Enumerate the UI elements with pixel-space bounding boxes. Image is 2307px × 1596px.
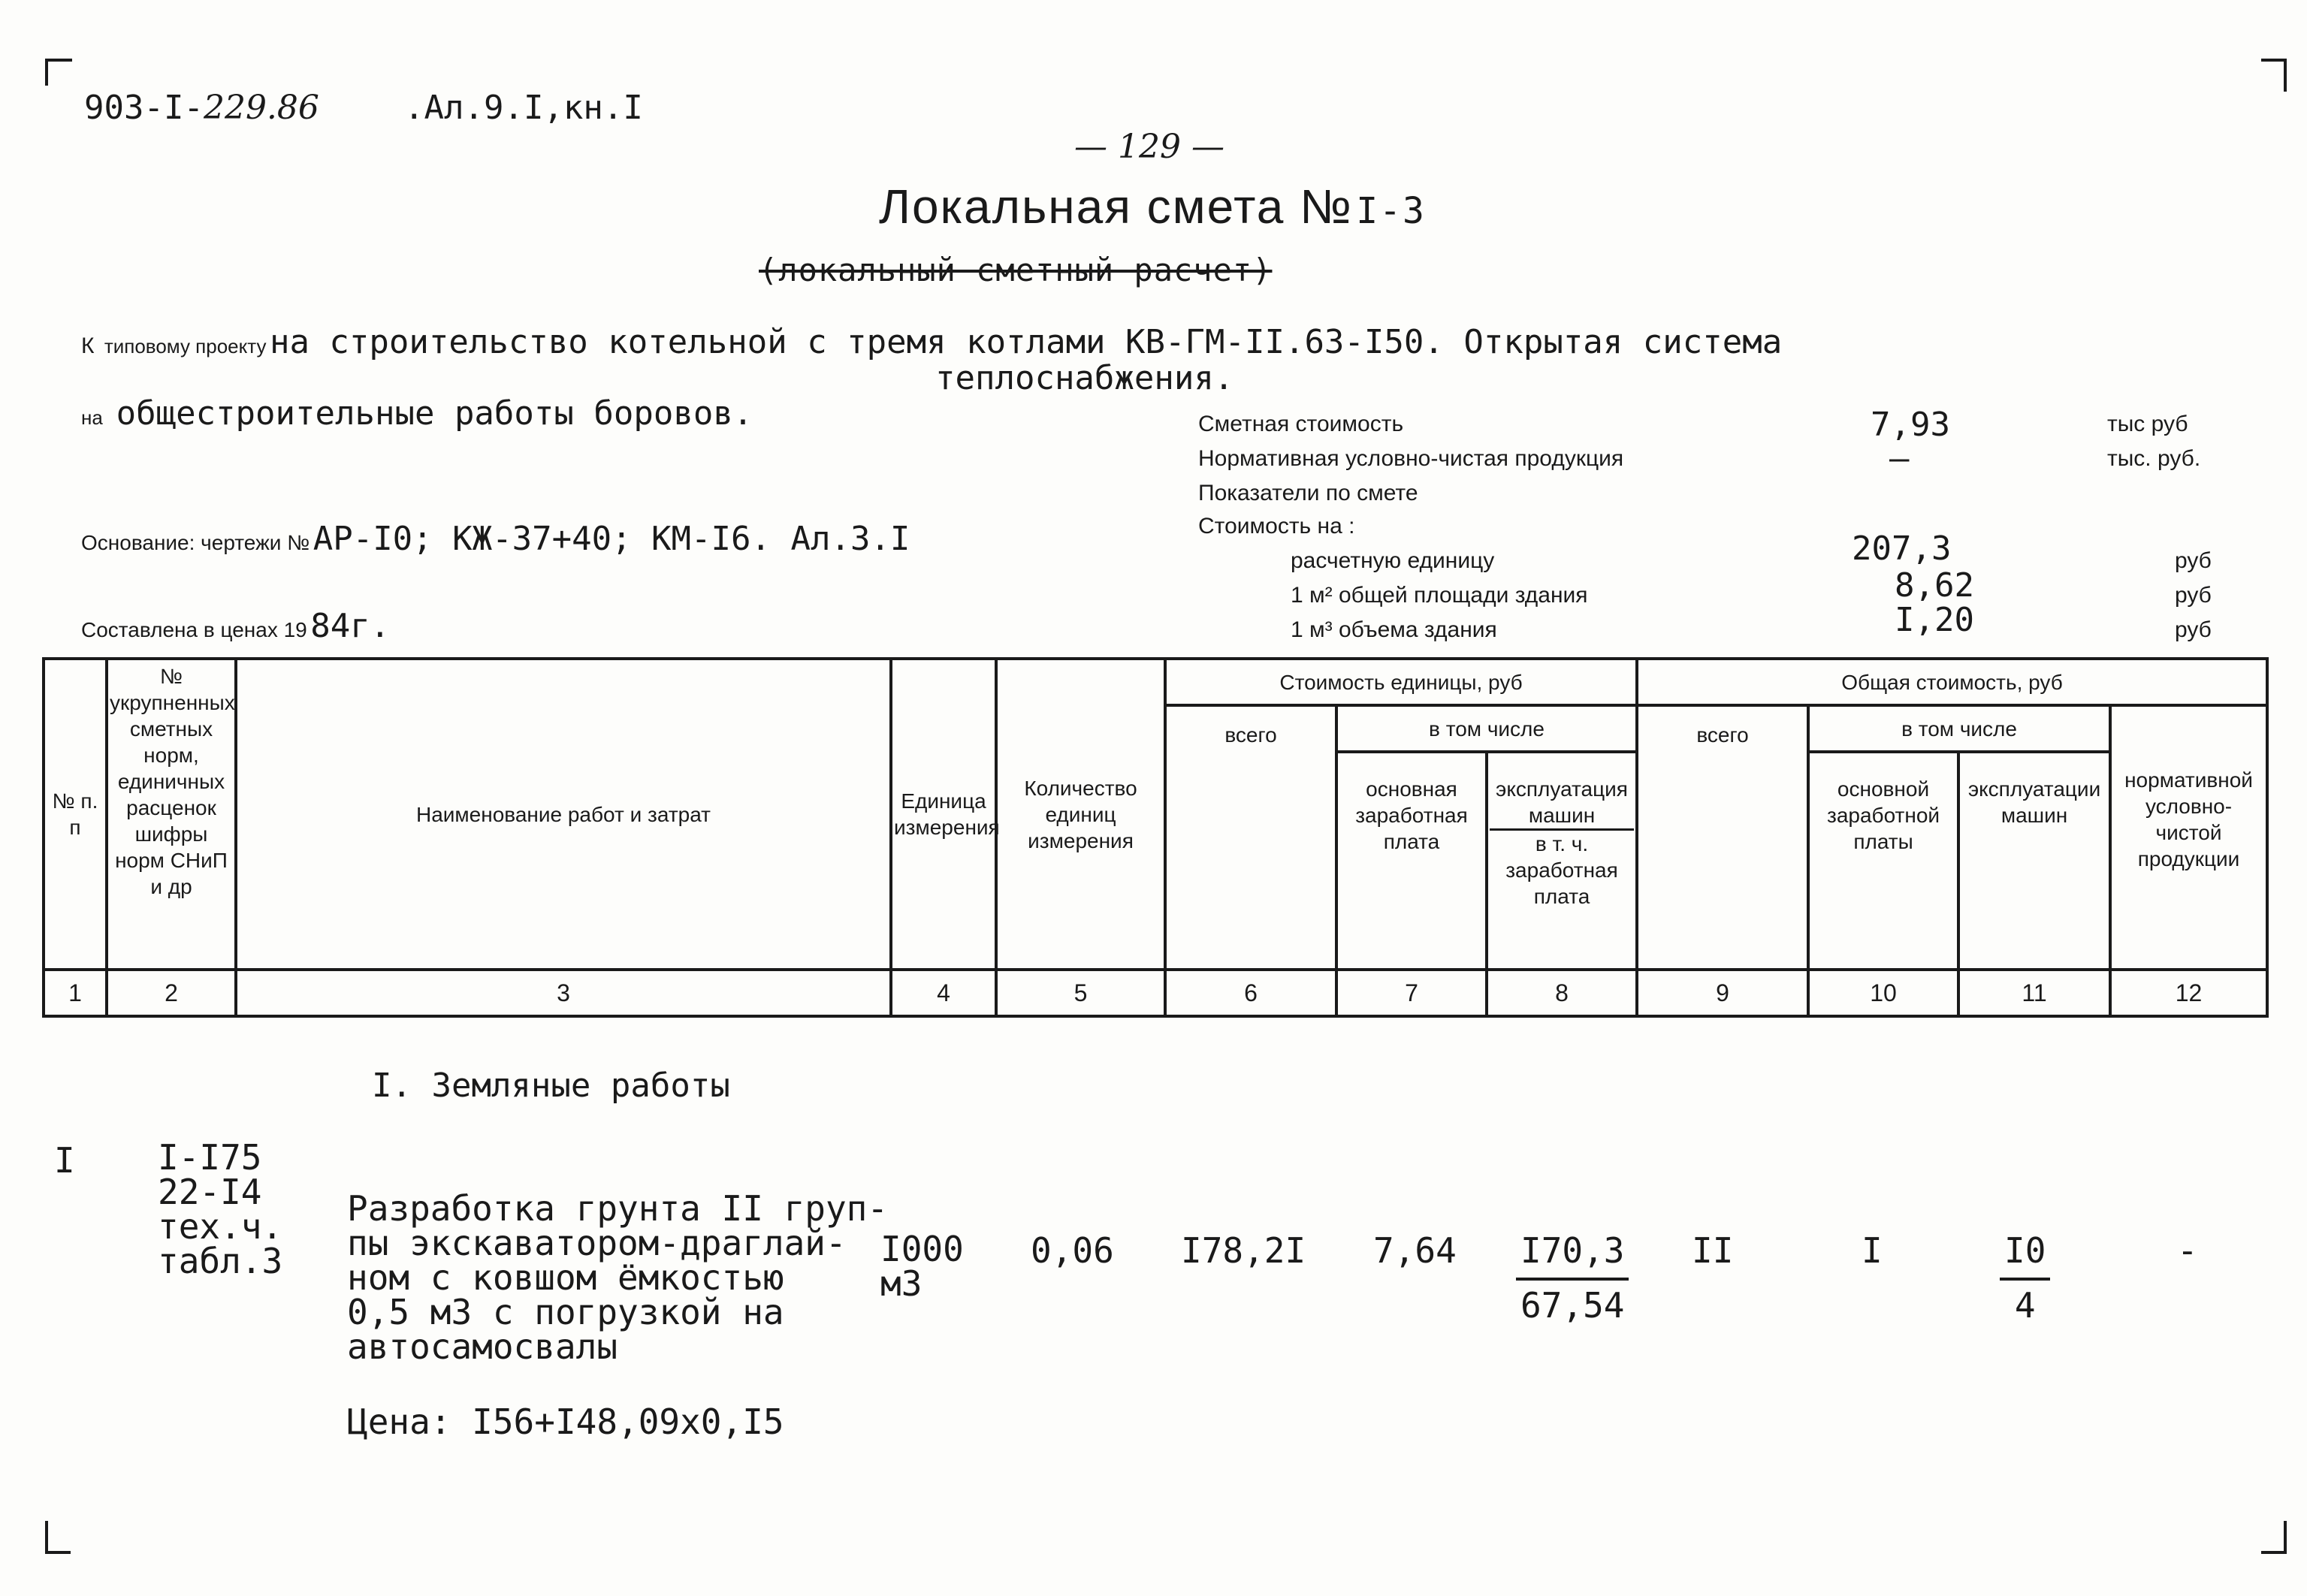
album-ref: .Ал.9.I,кн.I xyxy=(404,89,643,127)
row-no: I xyxy=(54,1140,75,1181)
row-unit-wage: 7,64 xyxy=(1373,1230,1457,1271)
header-machine-label: эксплуатация машин xyxy=(1490,776,1634,831)
header-unit-incl: в том числе xyxy=(1336,705,1637,752)
header-code: № укрупненных сметных норм, единичных расценок шифры норм СНиП и др xyxy=(107,659,236,970)
corner-mark-bottom-left xyxy=(45,1521,71,1554)
col-number-12: 12 xyxy=(2110,970,2267,1016)
unit-cost-rub: руб xyxy=(2175,548,2212,573)
area-cost-value: 8,62 xyxy=(1895,566,1974,605)
header-total-incl: в том числе xyxy=(1808,705,2110,752)
col-number-11: 11 xyxy=(1958,970,2110,1016)
normative-unit: тыс. руб. xyxy=(2107,446,2201,471)
header-qty: Количество единиц измерения xyxy=(996,659,1165,970)
header-machine-total: эксплуатации машин xyxy=(1958,752,2110,970)
unit-cost-label: расчетную единицу xyxy=(1291,548,1495,573)
header-unit-all: всего xyxy=(1165,705,1336,970)
project-code xyxy=(84,89,319,127)
row-unit-machine: I70,3 67,54 xyxy=(1516,1232,1629,1324)
header-unit-cost: Стоимость единицы, руб xyxy=(1165,659,1637,705)
row-total: II xyxy=(1692,1230,1734,1271)
row-qty: 0,06 xyxy=(1031,1230,1114,1271)
indicators-label: Показатели по смете xyxy=(1198,481,1418,505)
row-price: Цена: I56+I48,09x0,I5 xyxy=(347,1401,784,1442)
header-total-all: всего xyxy=(1637,705,1808,970)
project-name: на строительство котельной с тремя котлами КВ-ГМ-II.63-I50. Открытая система xyxy=(269,323,1783,361)
row-name: Разработка грунта II груп- пы экскаватором-драглай- ном с ковшом ёмкостью 0,5 м3 с погрузкой на автосамосвалы xyxy=(347,1188,889,1367)
header-total-cost: Общая стоимость, руб xyxy=(1637,659,2267,705)
row-unit: I000 м3 xyxy=(880,1229,964,1304)
row-code: I-I75 22-I4 тех.ч. табл.3 xyxy=(158,1137,283,1281)
volume-cost-rub: руб xyxy=(2175,617,2212,642)
col-number-8: 8 xyxy=(1487,970,1637,1016)
cost-on-label: Стоимость на : xyxy=(1198,514,1355,539)
title-number: I-3 xyxy=(1356,190,1426,232)
header-machine xyxy=(1487,752,1637,970)
col-number-6: 6 xyxy=(1165,970,1336,1016)
header-unit: Единица измерения xyxy=(891,659,996,970)
page-number: — 129 — xyxy=(1074,128,1224,166)
estimated-cost-unit: тыс руб xyxy=(2107,412,2188,436)
area-cost-rub: руб xyxy=(2175,583,2212,608)
prices-year: 84г. xyxy=(310,607,391,645)
normative-value: – xyxy=(1889,439,1910,478)
struck-subtitle: (локальный сметный расчет) xyxy=(759,252,1273,288)
works-line: на общестроительные работы боровов. xyxy=(81,394,753,433)
header-basic-wage-total: основной заработной платы xyxy=(1808,752,1958,970)
estimated-cost-value: 7,93 xyxy=(1871,406,1950,444)
corner-mark-top-left xyxy=(45,59,72,86)
project-name-continued: теплоснабжения. xyxy=(935,359,1234,397)
col-number-2: 2 xyxy=(107,970,236,1016)
basis-drawings: АР-I0; КЖ-37+40; КМ-I6. Ал.3.I xyxy=(313,520,910,558)
header-normative: нормативной условно-чистой продукции xyxy=(2110,705,2267,970)
row-unit-total: I78,2I xyxy=(1181,1230,1306,1271)
row-total-normative: - xyxy=(2177,1230,2198,1271)
header-name: Наименование работ и затрат xyxy=(236,659,891,970)
row-total-wage: I xyxy=(1862,1230,1883,1271)
corner-mark-top-right xyxy=(2261,59,2287,92)
estimate-table-header xyxy=(42,657,2269,1018)
project-code-hand: 229.86 xyxy=(203,89,319,127)
col-number-7: 7 xyxy=(1336,970,1487,1016)
volume-cost-label: 1 м³ объема здания xyxy=(1291,617,1497,642)
area-cost-label: 1 м² общей площади здания xyxy=(1291,583,1588,608)
col-number-10: 10 xyxy=(1808,970,1958,1016)
header-no: № п. п xyxy=(44,659,107,970)
row-total-machine: I0 4 xyxy=(2000,1232,2050,1324)
unit-cost-value: 207,3 xyxy=(1852,529,1952,568)
col-number-1: 1 xyxy=(44,970,107,1016)
project-code-prefix: 903-I- xyxy=(84,89,204,127)
estimated-cost-label: Сметная стоимость xyxy=(1198,412,1404,436)
prices-line: Составлена в ценах 19 84г. xyxy=(81,607,391,645)
col-number-5: 5 xyxy=(996,970,1165,1016)
corner-mark-bottom-right xyxy=(2261,1521,2287,1554)
header-machine-sub: в т. ч. заработная плата xyxy=(1505,832,1618,908)
col-number-9: 9 xyxy=(1637,970,1808,1016)
works-name: общестроительные работы боровов. xyxy=(116,394,753,433)
col-number-4: 4 xyxy=(891,970,996,1016)
volume-cost-value: I,20 xyxy=(1895,601,1974,639)
col-number-3: 3 xyxy=(236,970,891,1016)
project-line: К типовому проекту на строительство котельной с тремя котлами КВ-ГМ-II.63-I50. Открытая система xyxy=(81,323,1783,361)
normative-label: Нормативная условно-чистая продукция xyxy=(1198,446,1624,471)
section-title: I. Земляные работы xyxy=(372,1067,730,1105)
header-basic-wage: основная заработная плата xyxy=(1336,752,1487,970)
page-title xyxy=(879,179,1426,234)
basis-line: Основание: чертежи № АР-I0; КЖ-37+40; КМ-I6. Ал.3.I xyxy=(81,520,910,558)
title-text: Локальная смета № xyxy=(879,180,1353,234)
